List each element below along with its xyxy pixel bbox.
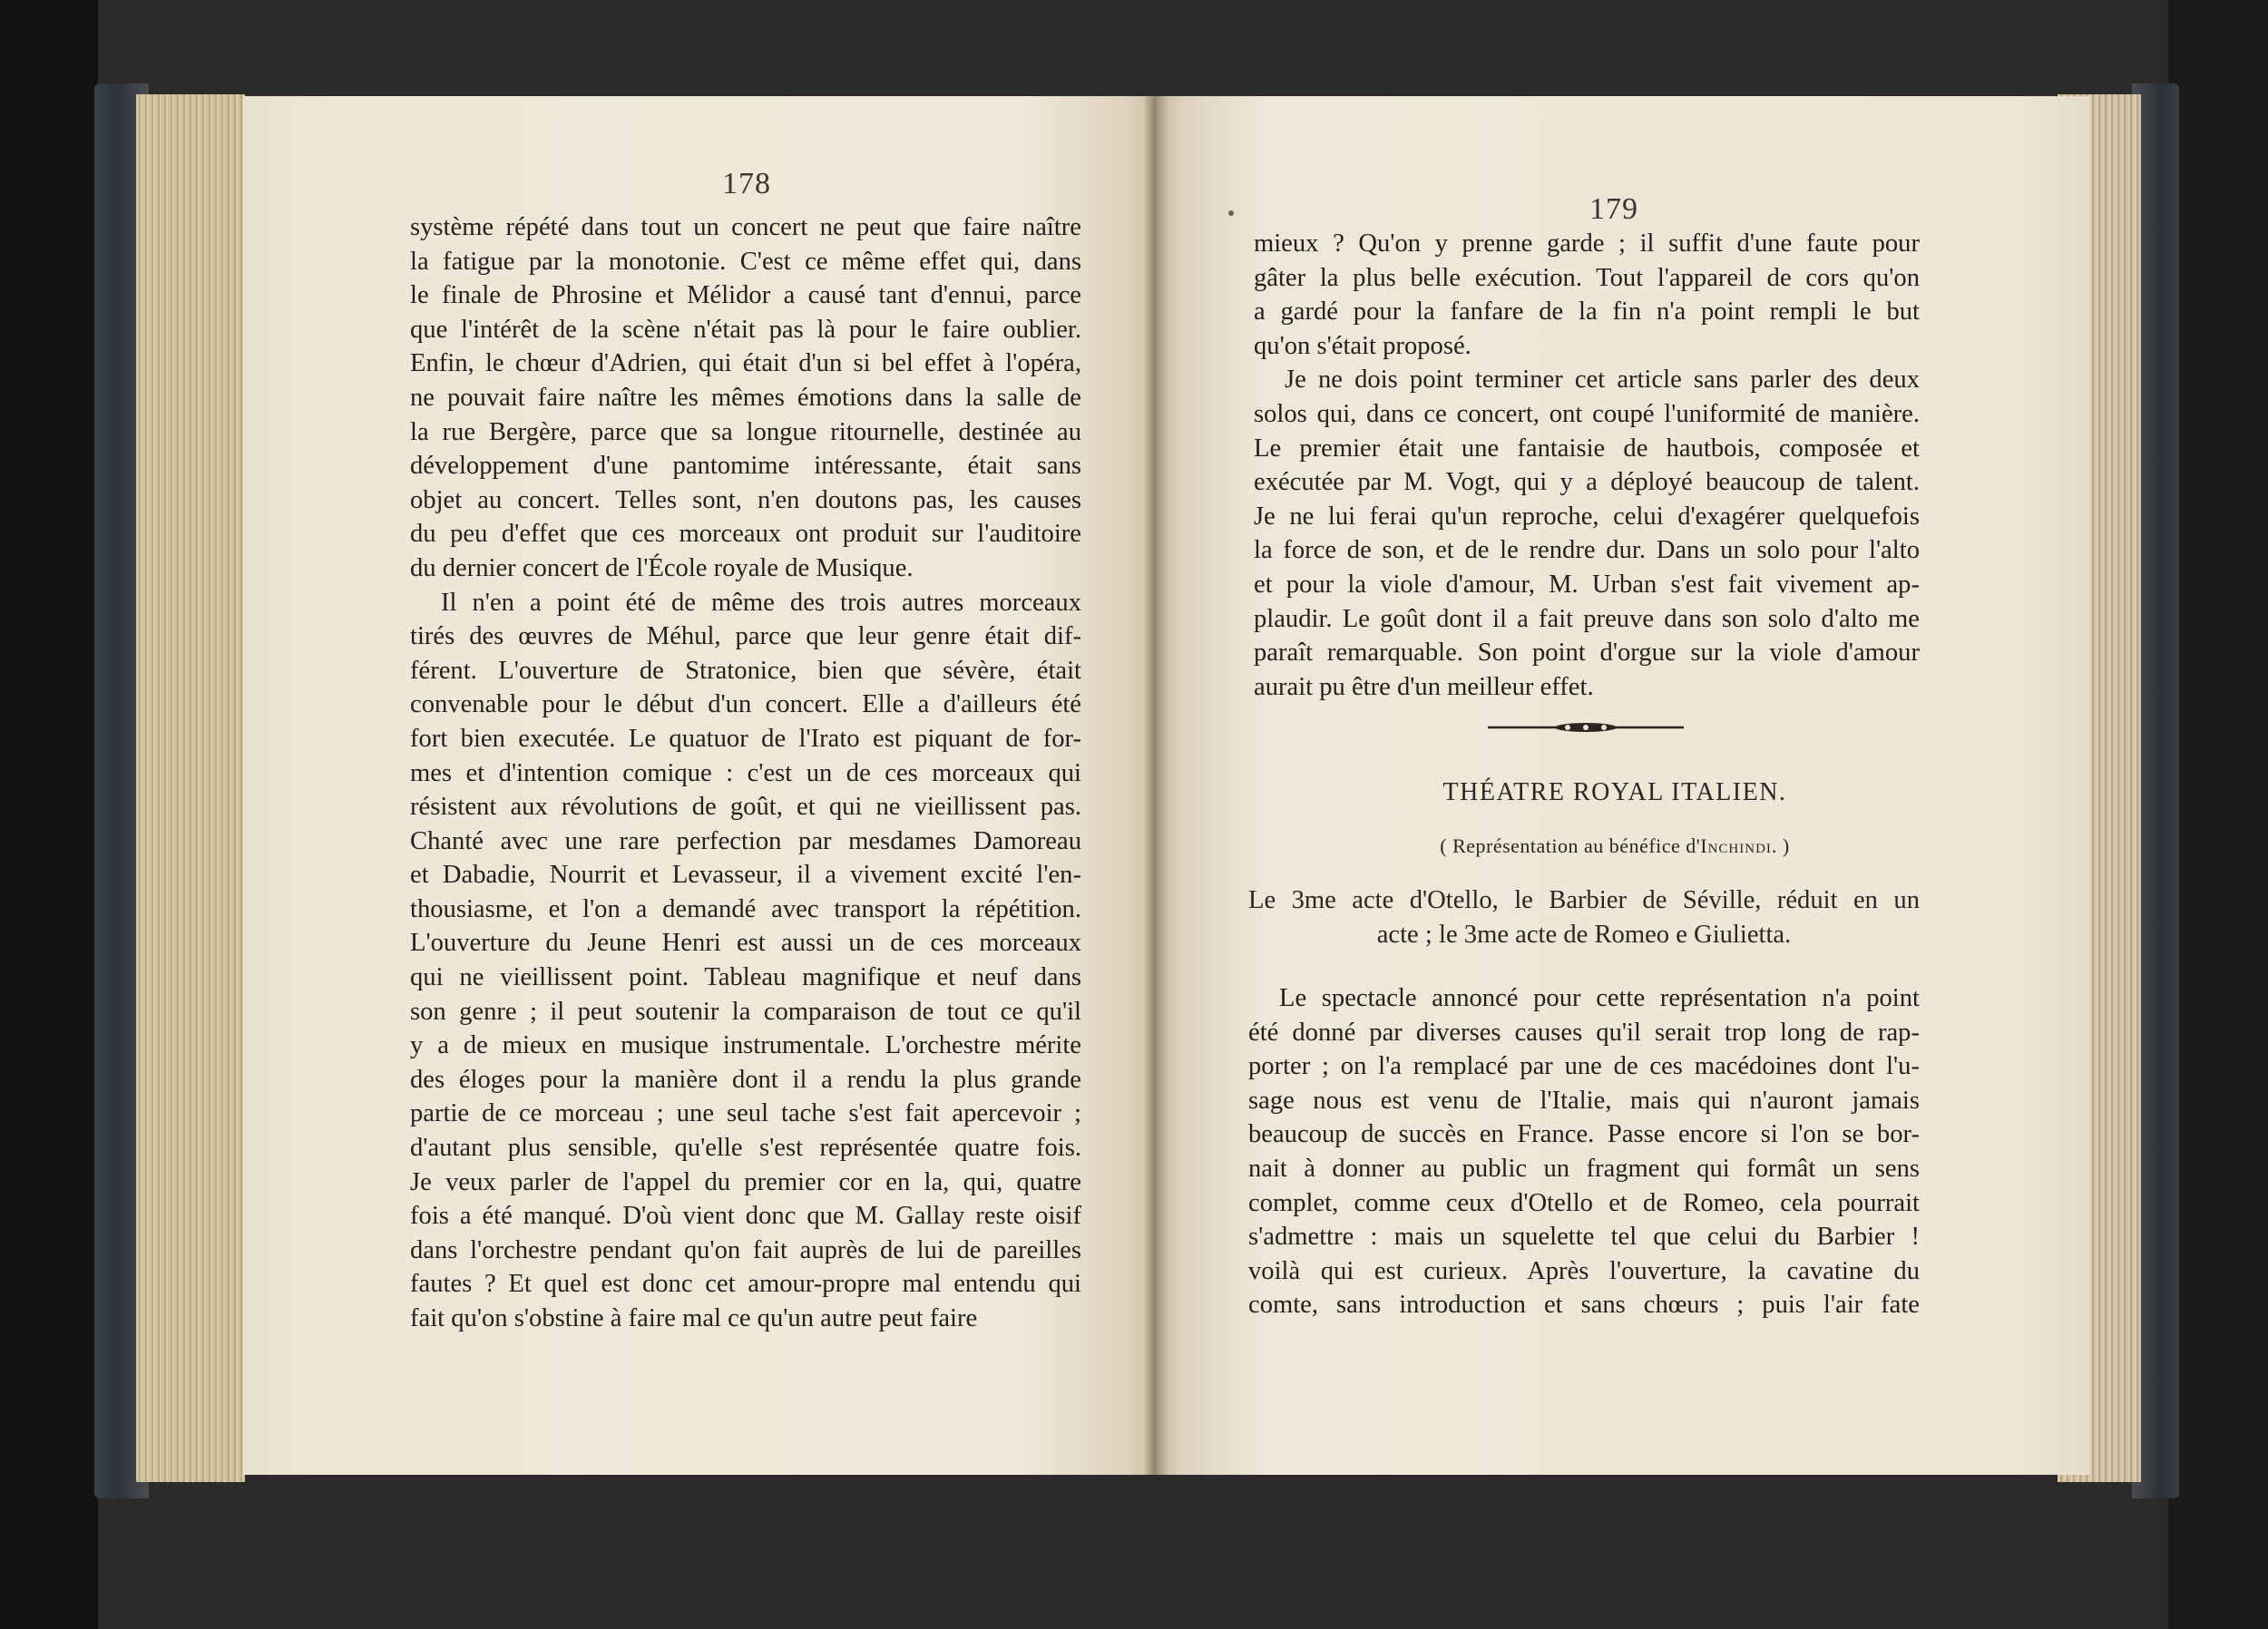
left-page-body xyxy=(410,210,1081,1336)
text-line: Je veux parler de l'appel du premier cor en la, qui, quatre xyxy=(410,1167,1081,1196)
right-page-body-top xyxy=(1254,227,1920,704)
text-line: férent. L'ouverture de Stratonice, bien que sévère, était xyxy=(410,656,1081,685)
text-line: système répété dans tout un concert ne peut que faire naître xyxy=(410,213,1081,241)
text-line: fautes ? Et quel est donc cet amour-propre mal entendu qui xyxy=(410,1270,1081,1299)
text-line: convenable pour le début d'un concert. Elle a d'ailleurs été xyxy=(410,690,1081,719)
text-line: aurait pu être d'un meilleur effet. xyxy=(1254,672,1594,701)
acts-line-1: Le 3me acte d'Otello, le Barbier de Séville, réduit en un xyxy=(1248,886,1920,914)
page-edges-left xyxy=(136,94,245,1482)
text-line: voilà qui est curieux. Après l'ouverture, la cavatine du xyxy=(1248,1256,1920,1285)
text-line: des éloges pour la manière dont il a rendu la plus grande xyxy=(410,1065,1081,1094)
scan-backdrop-left xyxy=(0,0,98,1629)
text-line: Le spectacle annoncé pour cette représentation n'a point xyxy=(1279,984,1920,1012)
text-line: fois a été manqué. D'où vient donc que M. Gallay reste oisif xyxy=(410,1202,1081,1231)
page-speck xyxy=(1228,210,1234,216)
text-line: son genre ; il peut soutenir la comparaison de tout ce qu'il xyxy=(410,997,1081,1026)
text-line: qui ne vieillissent point. Tableau magnifique et neuf dans xyxy=(410,963,1081,992)
text-line: complet, comme ceux d'Otello et de Romeo, cela pourrait xyxy=(1248,1188,1920,1217)
text-line: la fatigue par la monotonie. C'est ce même effet qui, dans xyxy=(410,247,1081,276)
text-line: fait qu'on s'obstine à faire mal ce qu'un autre peut faire xyxy=(410,1304,978,1332)
text-line: Je ne dois point terminer cet article sans parler des deux xyxy=(1285,366,1920,395)
text-line: été donné par diverses causes qu'il serait trop long de rap- xyxy=(1248,1018,1920,1047)
text-line: et Dabadie, Nourrit et Levasseur, il a vivement excité l'en- xyxy=(410,861,1081,890)
text-line: d'autant plus sensible, qu'elle s'est représentée quatre fois. xyxy=(410,1134,1081,1163)
text-line: y a de mieux en musique instrumentale. L'orchestre mérite xyxy=(410,1031,1081,1060)
text-line: Je ne lui ferai qu'un reproche, celui d'exagérer quelquefois xyxy=(1254,502,1920,531)
text-line: et pour la viole d'amour, M. Urban s'est fait vivement ap- xyxy=(1254,570,1920,599)
text-line: sage nous est venu de l'Italie, mais qui n'auront jamais xyxy=(1248,1086,1920,1115)
text-line: plaudir. Le goût dont il a fait preuve dans son solo d'alto me xyxy=(1254,604,1920,633)
book-gutter xyxy=(1145,96,1168,1475)
text-line: s'admettre : mais un squelette tel que celui du Barbier ! xyxy=(1248,1223,1920,1252)
text-line: beaucoup de succès en France. Passe encore si l'on se bor- xyxy=(1248,1120,1920,1149)
text-line: du peu d'effet que ces morceaux ont produit sur l'auditoire xyxy=(410,520,1081,549)
text-line: comte, sans introduction et sans chœurs ; puis l'air fate xyxy=(1248,1291,1920,1320)
section-subheading xyxy=(1288,834,1941,858)
acts-line-2: acte ; le 3me acte de Romeo e Giulietta. xyxy=(1376,921,1792,949)
text-line: exécutée par M. Vogt, qui y a déployé beaucoup de talent. xyxy=(1254,468,1920,497)
subheading-prefix: ( Représentation au bénéfice d' xyxy=(1440,834,1701,857)
text-line: solos qui, dans ce concert, ont coupé l'uniformité de manière. xyxy=(1254,399,1920,428)
right-page-body-bottom xyxy=(1248,981,1920,1322)
left-page-number: 178 xyxy=(722,167,771,200)
text-line: développement d'une pantomime intéressante, était sans xyxy=(410,452,1081,481)
text-line: L'ouverture du Jeune Henri est aussi un de ces morceaux xyxy=(410,929,1081,958)
text-line: Enfin, le chœur d'Adrien, qui était d'un si bel effet à l'opéra, xyxy=(410,349,1081,378)
subheading-suffix: . ) xyxy=(1771,834,1790,857)
text-line: thousiasme, et l'on a demandé avec transport la répétition. xyxy=(410,894,1081,923)
text-line: tirés des œuvres de Méhul, parce que leur genre était dif- xyxy=(410,622,1081,651)
text-line: fort bien executée. Le quatuor de l'Irato est piquant de for- xyxy=(410,724,1081,753)
text-line: mieux ? Qu'on y prenne garde ; il suffit d'une faute pour xyxy=(1254,229,1920,258)
text-line: mes et d'intention comique : c'est un de ces morceaux qui xyxy=(410,758,1081,787)
scan-backdrop-right xyxy=(2168,0,2268,1629)
section-heading: THÉATRE ROYAL ITALIEN. xyxy=(1442,778,1787,806)
text-line: gâter la plus belle exécution. Tout l'appareil de cors qu'on xyxy=(1254,263,1920,292)
text-line: Il n'en a point été de même des trois autres morceaux xyxy=(441,588,1081,617)
program-acts xyxy=(1248,883,1920,952)
text-line: nait à donner au public un fragment qui formât un sens xyxy=(1248,1154,1920,1183)
text-line: porter ; on l'a remplacé par une de ces macédoines dont l'u- xyxy=(1248,1052,1920,1081)
text-line: objet au concert. Telles sont, n'en doutons pas, les causes xyxy=(410,485,1081,514)
text-line: ne pouvait faire naître les mêmes émotions dans la salle de xyxy=(410,383,1081,412)
text-line: a gardé pour la fanfare de la fin n'a point rempli le but xyxy=(1254,298,1920,327)
text-line: Le premier était une fantaisie de hautbois, composée et xyxy=(1254,434,1920,463)
text-line: partie de ce morceau ; une seul tache s'est fait apercevoir ; xyxy=(410,1099,1081,1128)
text-line: dans l'orchestre pendant qu'on fait auprès de lui de pareilles xyxy=(410,1235,1081,1264)
text-line: la force de son, et de le rendre dur. Dans un solo pour l'alto xyxy=(1254,536,1920,565)
text-line: le finale de Phrosine et Mélidor a causé tant d'ennui, parce xyxy=(410,281,1081,310)
text-line: du dernier concert de l'École royale de Musique. xyxy=(410,553,914,582)
text-line: que l'intérêt de la scène n'était pas là pour le faire oublier. xyxy=(410,315,1081,344)
text-line: la rue Bergère, parce que sa longue ritournelle, destinée au xyxy=(410,417,1081,446)
right-page-number: 179 xyxy=(1589,192,1638,226)
text-line: Chanté avec une rare perfection par mesdames Damoreau xyxy=(410,826,1081,855)
section-divider-ornament xyxy=(1488,720,1684,735)
text-line: qu'on s'était proposé. xyxy=(1254,331,1471,360)
subheading-name: Inchindi xyxy=(1700,834,1772,857)
text-line: paraît remarquable. Son point d'orgue sur la viole d'amour xyxy=(1254,639,1920,668)
text-line: résistent aux révolutions de goût, et qui ne vieillissent pas. xyxy=(410,793,1081,822)
